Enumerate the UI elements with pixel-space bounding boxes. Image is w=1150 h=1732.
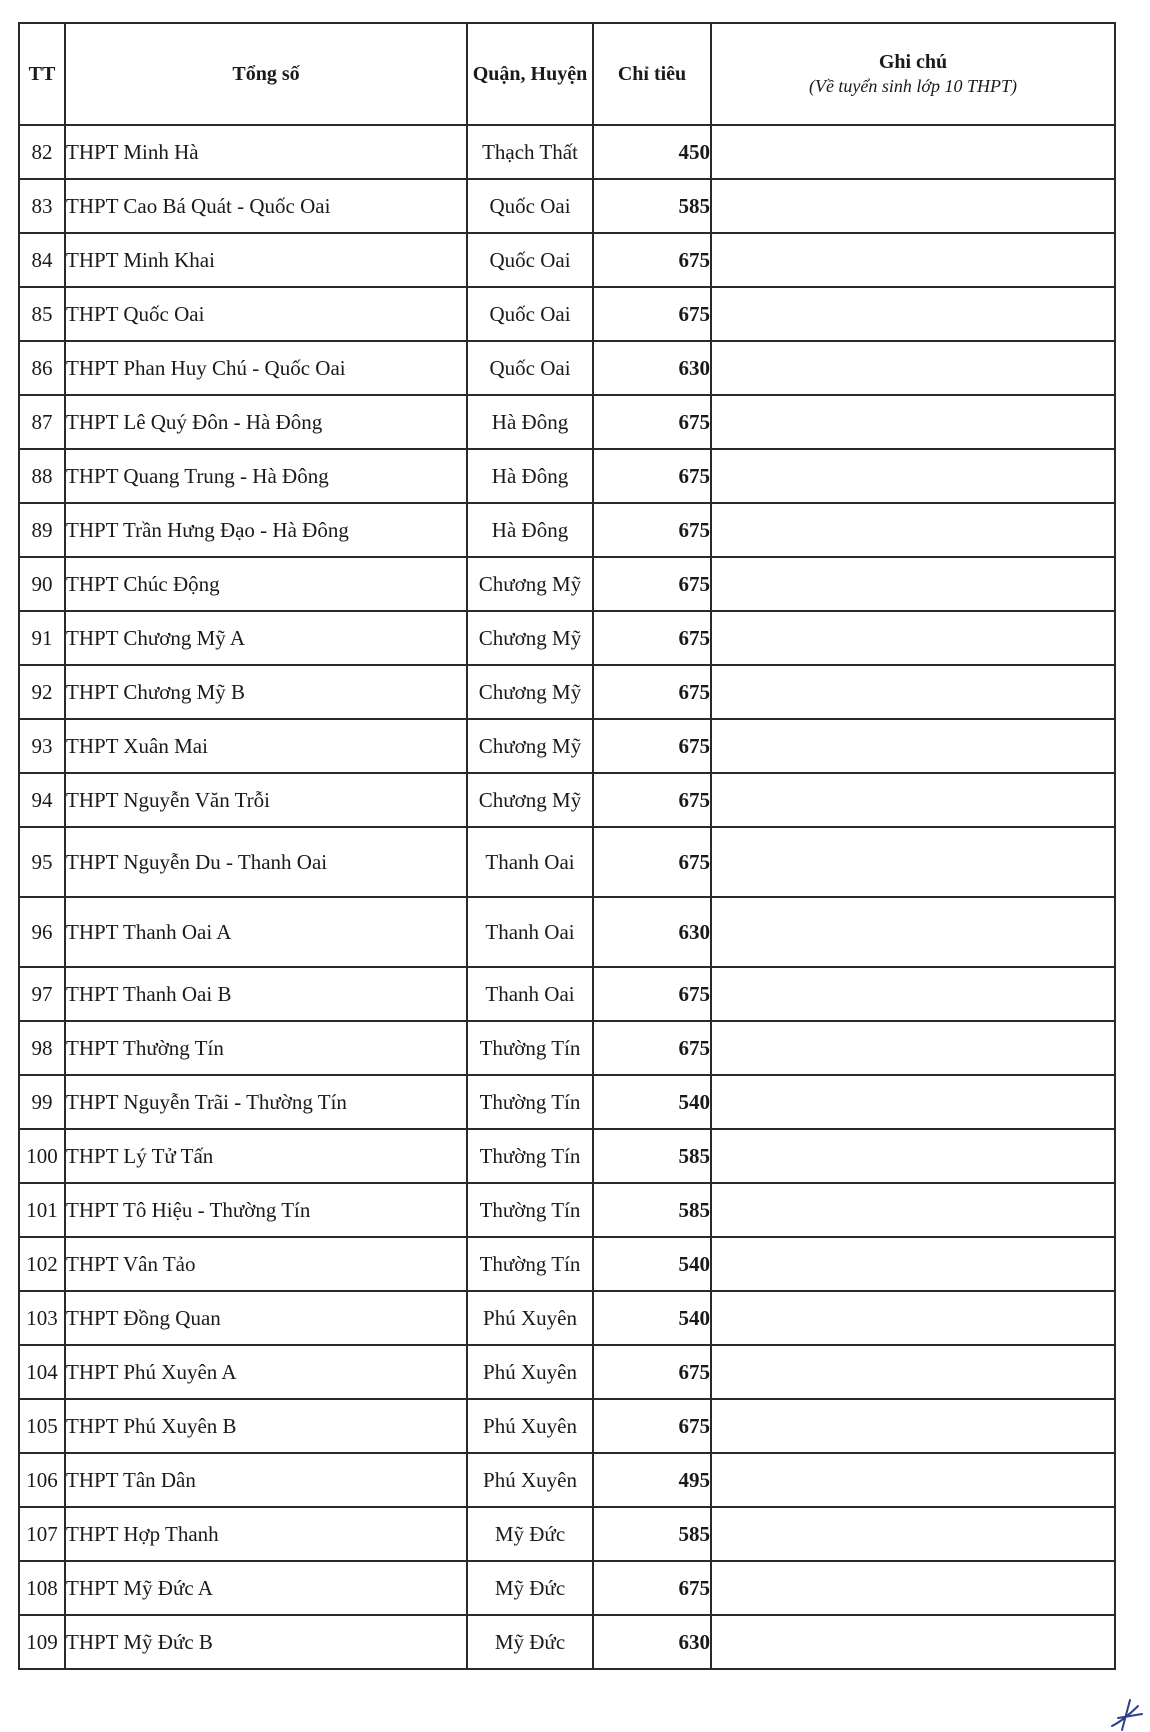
cell-quota: 675	[593, 395, 711, 449]
cell-quota: 675	[593, 827, 711, 897]
table-row	[19, 233, 1115, 287]
table-body	[19, 125, 1115, 1669]
cell-district: Thường Tín	[467, 1021, 593, 1075]
cell-quota: 675	[593, 1561, 711, 1615]
cell-tt: 108	[19, 1561, 65, 1615]
cell-school-name: THPT Xuân Mai	[65, 719, 467, 773]
cell-tt: 98	[19, 1021, 65, 1075]
table-row	[19, 503, 1115, 557]
enrollment-quota-table	[18, 22, 1116, 1670]
header-note	[711, 23, 1115, 125]
table-row	[19, 1021, 1115, 1075]
signature-mark	[1108, 1696, 1148, 1732]
table-row	[19, 449, 1115, 503]
cell-tt: 104	[19, 1345, 65, 1399]
header-name: Tổng số	[65, 23, 467, 125]
cell-tt: 105	[19, 1399, 65, 1453]
cell-school-name: THPT Cao Bá Quát - Quốc Oai	[65, 179, 467, 233]
cell-district: Phú Xuyên	[467, 1345, 593, 1399]
cell-quota: 495	[593, 1453, 711, 1507]
cell-quota: 675	[593, 1345, 711, 1399]
cell-tt: 94	[19, 773, 65, 827]
cell-school-name: THPT Tô Hiệu - Thường Tín	[65, 1183, 467, 1237]
cell-district: Thường Tín	[467, 1183, 593, 1237]
cell-quota: 585	[593, 1183, 711, 1237]
cell-note	[711, 897, 1115, 967]
cell-school-name: THPT Nguyễn Du - Thanh Oai	[65, 827, 467, 897]
cell-school-name: THPT Chương Mỹ A	[65, 611, 467, 665]
table-row	[19, 1129, 1115, 1183]
cell-note	[711, 967, 1115, 1021]
cell-note	[711, 1507, 1115, 1561]
cell-tt: 83	[19, 179, 65, 233]
cell-note	[711, 611, 1115, 665]
cell-tt: 86	[19, 341, 65, 395]
cell-note	[711, 395, 1115, 449]
cell-tt: 107	[19, 1507, 65, 1561]
cell-tt: 87	[19, 395, 65, 449]
cell-quota: 630	[593, 341, 711, 395]
header-tt: TT	[19, 23, 65, 125]
table-row	[19, 1291, 1115, 1345]
cell-quota: 675	[593, 611, 711, 665]
cell-district: Thường Tín	[467, 1129, 593, 1183]
cell-quota: 585	[593, 1507, 711, 1561]
cell-district: Quốc Oai	[467, 341, 593, 395]
cell-quota: 675	[593, 1399, 711, 1453]
cell-school-name: THPT Hợp Thanh	[65, 1507, 467, 1561]
cell-school-name: THPT Chương Mỹ B	[65, 665, 467, 719]
cell-district: Quốc Oai	[467, 287, 593, 341]
cell-note	[711, 1183, 1115, 1237]
table-row	[19, 341, 1115, 395]
cell-note	[711, 665, 1115, 719]
header-note-title: Ghi chú	[878, 51, 948, 73]
cell-quota: 675	[593, 287, 711, 341]
cell-note	[711, 287, 1115, 341]
table-row	[19, 1237, 1115, 1291]
cell-district: Quốc Oai	[467, 179, 593, 233]
table-row	[19, 827, 1115, 897]
cell-quota: 585	[593, 1129, 711, 1183]
table-row	[19, 1183, 1115, 1237]
cell-tt: 88	[19, 449, 65, 503]
cell-tt: 100	[19, 1129, 65, 1183]
cell-district: Chương Mỹ	[467, 719, 593, 773]
cell-district: Mỹ Đức	[467, 1615, 593, 1669]
cell-district: Mỹ Đức	[467, 1561, 593, 1615]
table-row	[19, 1075, 1115, 1129]
cell-quota: 540	[593, 1075, 711, 1129]
cell-district: Hà Đông	[467, 449, 593, 503]
cell-tt: 92	[19, 665, 65, 719]
cell-district: Hà Đông	[467, 395, 593, 449]
cell-district: Phú Xuyên	[467, 1399, 593, 1453]
cell-quota: 675	[593, 233, 711, 287]
table-row	[19, 967, 1115, 1021]
cell-school-name: THPT Thường Tín	[65, 1021, 467, 1075]
cell-school-name: THPT Phú Xuyên A	[65, 1345, 467, 1399]
cell-school-name: THPT Tân Dân	[65, 1453, 467, 1507]
cell-tt: 101	[19, 1183, 65, 1237]
cell-note	[711, 773, 1115, 827]
cell-quota: 540	[593, 1237, 711, 1291]
cell-note	[711, 1237, 1115, 1291]
cell-tt: 95	[19, 827, 65, 897]
cell-quota: 630	[593, 897, 711, 967]
cell-quota: 540	[593, 1291, 711, 1345]
table-row	[19, 395, 1115, 449]
cell-tt: 97	[19, 967, 65, 1021]
cell-school-name: THPT Nguyễn Văn Trỗi	[65, 773, 467, 827]
cell-quota: 675	[593, 773, 711, 827]
cell-note	[711, 1075, 1115, 1129]
cell-school-name: THPT Minh Khai	[65, 233, 467, 287]
cell-school-name: THPT Vân Tảo	[65, 1237, 467, 1291]
cell-quota: 675	[593, 967, 711, 1021]
cell-district: Thường Tín	[467, 1075, 593, 1129]
cell-district: Thạch Thất	[467, 125, 593, 179]
cell-district: Hà Đông	[467, 503, 593, 557]
table-row	[19, 1507, 1115, 1561]
table-row	[19, 179, 1115, 233]
cell-quota: 675	[593, 557, 711, 611]
cell-tt: 93	[19, 719, 65, 773]
cell-school-name: THPT Lý Tử Tấn	[65, 1129, 467, 1183]
cell-district: Thanh Oai	[467, 967, 593, 1021]
table-row	[19, 557, 1115, 611]
table-row	[19, 1453, 1115, 1507]
cell-note	[711, 125, 1115, 179]
cell-district: Phú Xuyên	[467, 1291, 593, 1345]
cell-note	[711, 179, 1115, 233]
cell-district: Chương Mỹ	[467, 557, 593, 611]
header-note-subtitle: (Về tuyển sinh lớp 10 THPT)	[808, 76, 1018, 96]
cell-school-name: THPT Trần Hưng Đạo - Hà Đông	[65, 503, 467, 557]
table-row	[19, 897, 1115, 967]
cell-tt: 89	[19, 503, 65, 557]
header-quota: Chỉ tiêu	[593, 23, 711, 125]
cell-quota: 675	[593, 665, 711, 719]
cell-district: Chương Mỹ	[467, 773, 593, 827]
cell-quota: 675	[593, 449, 711, 503]
table-row	[19, 1615, 1115, 1669]
table-header-row	[19, 23, 1115, 125]
cell-note	[711, 1453, 1115, 1507]
cell-district: Chương Mỹ	[467, 665, 593, 719]
cell-tt: 84	[19, 233, 65, 287]
cell-quota: 585	[593, 179, 711, 233]
cell-school-name: THPT Thanh Oai B	[65, 967, 467, 1021]
cell-note	[711, 1291, 1115, 1345]
table-row	[19, 665, 1115, 719]
cell-quota: 450	[593, 125, 711, 179]
cell-note	[711, 1399, 1115, 1453]
cell-school-name: THPT Phú Xuyên B	[65, 1399, 467, 1453]
cell-school-name: THPT Mỹ Đức B	[65, 1615, 467, 1669]
cell-note	[711, 449, 1115, 503]
cell-school-name: THPT Nguyễn Trãi - Thường Tín	[65, 1075, 467, 1129]
cell-school-name: THPT Quang Trung - Hà Đông	[65, 449, 467, 503]
cell-tt: 106	[19, 1453, 65, 1507]
cell-note	[711, 1021, 1115, 1075]
cell-district: Thường Tín	[467, 1237, 593, 1291]
cell-school-name: THPT Phan Huy Chú - Quốc Oai	[65, 341, 467, 395]
cell-quota: 630	[593, 1615, 711, 1669]
table-row	[19, 719, 1115, 773]
cell-tt: 103	[19, 1291, 65, 1345]
cell-note	[711, 503, 1115, 557]
cell-tt: 96	[19, 897, 65, 967]
cell-note	[711, 557, 1115, 611]
cell-school-name: THPT Minh Hà	[65, 125, 467, 179]
cell-school-name: THPT Thanh Oai A	[65, 897, 467, 967]
cell-note	[711, 1345, 1115, 1399]
cell-tt: 90	[19, 557, 65, 611]
table-row	[19, 125, 1115, 179]
cell-quota: 675	[593, 503, 711, 557]
cell-note	[711, 719, 1115, 773]
table-row	[19, 1561, 1115, 1615]
table-row	[19, 287, 1115, 341]
cell-school-name: THPT Mỹ Đức A	[65, 1561, 467, 1615]
cell-district: Chương Mỹ	[467, 611, 593, 665]
cell-tt: 109	[19, 1615, 65, 1669]
cell-tt: 85	[19, 287, 65, 341]
cell-district: Quốc Oai	[467, 233, 593, 287]
cell-note	[711, 1129, 1115, 1183]
cell-district: Thanh Oai	[467, 827, 593, 897]
cell-tt: 102	[19, 1237, 65, 1291]
cell-note	[711, 1561, 1115, 1615]
cell-note	[711, 233, 1115, 287]
cell-school-name: THPT Đồng Quan	[65, 1291, 467, 1345]
header-district: Quận, Huyện	[467, 23, 593, 125]
cell-note	[711, 1615, 1115, 1669]
cell-school-name: THPT Lê Quý Đôn - Hà Đông	[65, 395, 467, 449]
cell-note	[711, 827, 1115, 897]
cell-district: Thanh Oai	[467, 897, 593, 967]
cell-district: Mỹ Đức	[467, 1507, 593, 1561]
cell-quota: 675	[593, 1021, 711, 1075]
cell-school-name: THPT Chúc Động	[65, 557, 467, 611]
cell-note	[711, 341, 1115, 395]
cell-district: Phú Xuyên	[467, 1453, 593, 1507]
table-row	[19, 1399, 1115, 1453]
cell-school-name: THPT Quốc Oai	[65, 287, 467, 341]
cell-tt: 91	[19, 611, 65, 665]
cell-tt: 82	[19, 125, 65, 179]
cell-quota: 675	[593, 719, 711, 773]
table-row	[19, 1345, 1115, 1399]
table-row	[19, 611, 1115, 665]
cell-tt: 99	[19, 1075, 65, 1129]
table-row	[19, 773, 1115, 827]
